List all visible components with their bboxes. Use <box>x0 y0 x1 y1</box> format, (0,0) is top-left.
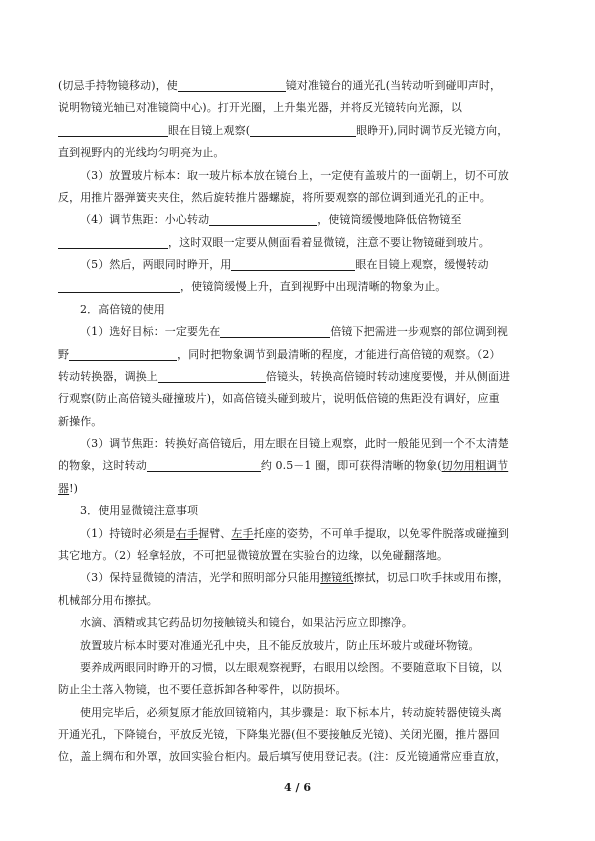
text-line: （4）调节焦距：小心转动 ，使镜筒缓慢地降低倍物镜至 <box>80 213 462 226</box>
text-line: ，这时双眼一定要从侧面看着显微镜，注意不要让物镜碰到玻片。 <box>58 233 490 253</box>
text-line: 水滴、酒精或其它药品切勿接触镜头和镜台，如果沾污应立即擦净。 <box>80 616 413 629</box>
text-line: 反，用推片器弹簧夹夹住，然后旋转推片器螺旋，将所要观察的部位调到通光孔的正中。 <box>58 191 491 204</box>
text-line: 新操作。 <box>58 415 103 428</box>
text-line: （3）调节焦距：转换好高倍镜后，用左眼在目镜上观察，此时一般能见到一个不太清楚 <box>80 437 509 450</box>
fill-blank[interactable] <box>209 212 317 226</box>
text-line: (切忌手持物镜移动)，使 镜对准镜台的通光孔(当转动听到碰叩声时， <box>58 79 502 92</box>
section-heading: 2．高倍镜的使用 <box>80 303 165 316</box>
text-line: 野 ，同时把物象调节到最清晰的程度，才能进行高倍镜的观察。（2） <box>58 348 501 361</box>
fill-blank[interactable] <box>69 347 177 361</box>
fill-blank[interactable] <box>250 123 356 137</box>
text-line: （3）保持显微镜的清洁，光学和照明部分只能用擦镜纸擦拭，切忌口吹手抹或用布擦， <box>80 571 509 584</box>
text-line: 机械部分用布擦拭。 <box>58 594 158 607</box>
fill-blank[interactable] <box>58 235 168 249</box>
fill-blank[interactable] <box>231 257 355 271</box>
text-line: 直到视野内的光线均匀明亮为止。 <box>58 146 225 159</box>
text-line: （3）放置玻片标本：取一玻片标本放在镜台上，一定使有盖玻片的一面朝上，切不可放 <box>80 169 509 182</box>
page-number: 4 / 6 <box>284 781 311 794</box>
text-line: 要养成两眼同时睁开的习惯，以左眼观察视野，右眼用以绘图。不要随意取下目镜，以 <box>80 661 502 674</box>
text-line: （1）持镜时必须是右手握臂、左手托座的姿势，不可单手提取，以免零件脱落或碰撞到 <box>80 527 509 540</box>
text-line: 的物象，这时转动 约 0.5－1 圈，即可获得清晰的物象(切勿用粗调节 <box>58 459 509 472</box>
text-line: （1）选好目标：一定要先在 倍镜下把需进一步观察的部位调到视 <box>80 325 508 338</box>
text-line: 其它地方。（2）轻拿轻放，不可把显微镜放置在实验台的边缘，以免碰翻落地。 <box>58 549 449 562</box>
section-heading: 3．使用显微镜注意事项 <box>80 504 199 517</box>
text-line: ，使镜筒缓慢上升，直到视野中出现清晰的物象为止。 <box>58 277 446 297</box>
text-line: 使用完毕后，必须复原才能放回镜箱内，其步骤是：取下标本片，转动旋转器使镜头离 <box>80 706 502 719</box>
fill-blank[interactable] <box>58 123 168 137</box>
fill-blank[interactable] <box>158 369 266 383</box>
fill-blank[interactable] <box>220 324 330 338</box>
text-line: （5）然后，两眼同时睁开，用 眼在目镜上观察，缓慢转动 <box>80 258 489 271</box>
text-line: 开通光孔，下降镜台，平放反光镜，下降集光器(但不要接触反光镜)、关闭光圈，推片器回 <box>58 728 500 741</box>
text-line: 放置玻片标本时要对准通光孔中央，且不能反放玻片，防止压坏玻片或碰坏物镜。 <box>80 639 480 652</box>
text-line: 转动转换器，调换上 倍镜头，转换高倍镜时转动速度要慢，并从侧面进 <box>58 370 511 383</box>
text-line: 行观察(防止高倍镜头碰撞玻片)，如高倍镜头碰到玻片，说明低倍镜的焦距没有调好，应重 <box>58 392 500 405</box>
fill-blank[interactable] <box>147 458 261 472</box>
fill-blank[interactable] <box>178 78 286 92</box>
text-line: 说明物镜光轴已对准镜筒中心)。打开光圈，上升集光器，并将反光镜转向光源，以 <box>58 101 462 114</box>
fill-blank[interactable] <box>58 279 180 293</box>
text-line: 器!) <box>58 482 79 495</box>
text-line: 眼在目镜上观察( 眼睁开),同时调节反光镜方向， <box>58 121 508 141</box>
text-line: 位，盖上绸布和外罩，放回实验台柜内。最后填写使用登记表。(注：反光镜通常应垂直放， <box>58 750 507 763</box>
text-line: 防止尘土落入物镜，也不要任意拆卸各种零件，以防损坏。 <box>58 683 347 696</box>
